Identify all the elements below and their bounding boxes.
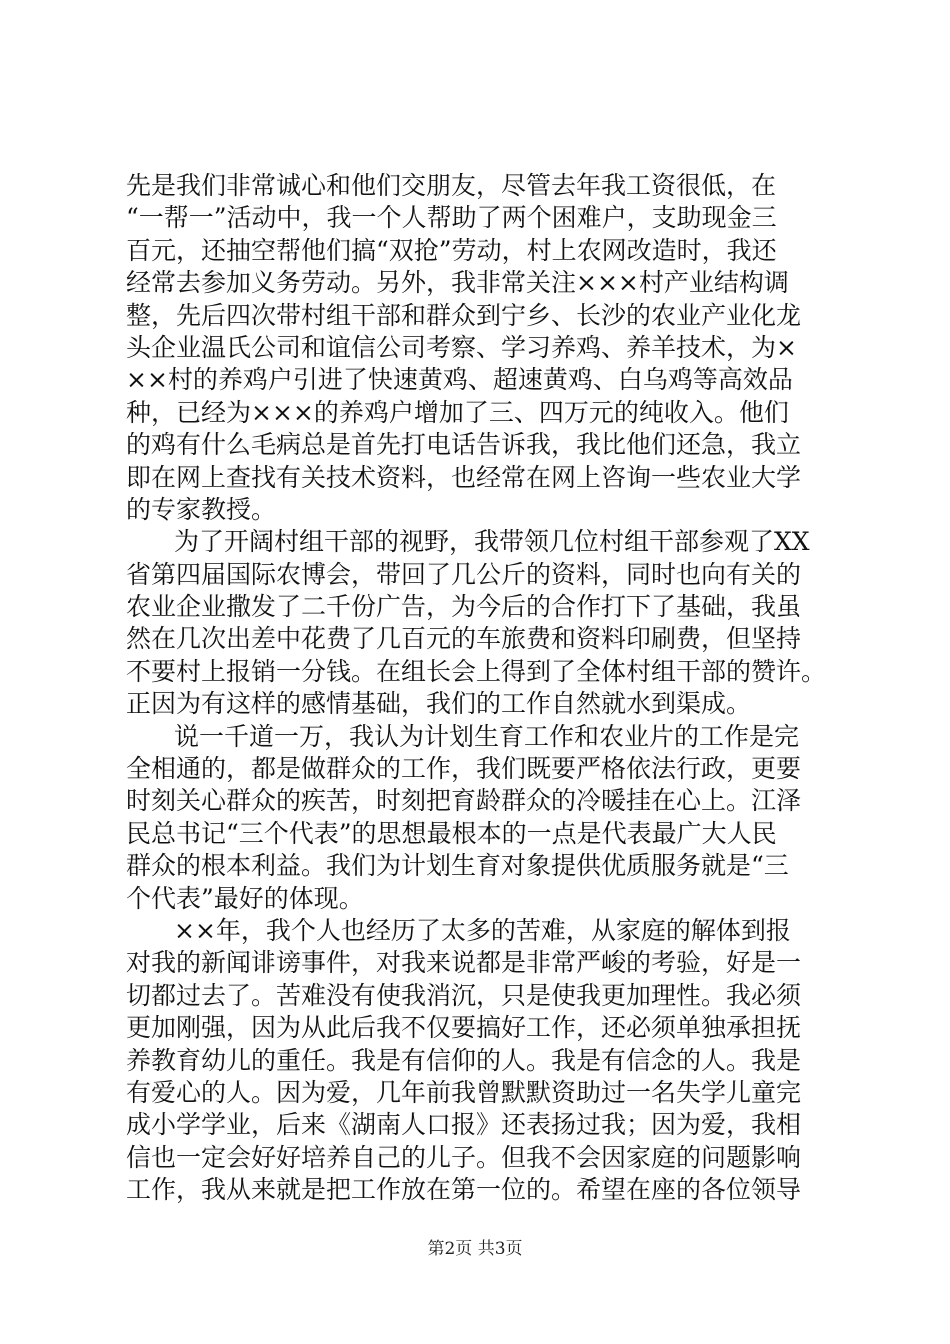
- text-line: 种，已经为×××的养鸡户增加了三、四万元的纯收入。他们: [126, 397, 789, 427]
- body-text: [126, 170, 856, 1207]
- text-line: 不要村上报销一分钱。在组长会上得到了全体村组干部的赞许。: [126, 656, 827, 686]
- text-line: 即在网上查找有关技术资料，也经常在网上咨询一些农业大学: [126, 462, 802, 492]
- text-line: 农业企业撒发了二千份广告，为今后的合作打下了基础，我虽: [126, 592, 802, 622]
- text-line: 百元，还抽空帮他们搞“双抢”劳动，村上农网改造时，我还: [126, 235, 777, 265]
- text-line: 然在几次出差中花费了几百元的车旅费和资料印刷费，但坚持: [126, 624, 802, 654]
- text-line: 的专家教授。: [126, 494, 277, 524]
- text-line: ××村的养鸡户引进了快速黄鸡、超速黄鸡、白乌鸡等高效品: [126, 365, 793, 395]
- text-line: 经常去参加义务劳动。另外，我非常关注×××村产业结构调: [126, 268, 789, 298]
- text-line: 切都过去了。苦难没有使我消沉，只是使我更加理性。我必须: [126, 980, 802, 1010]
- text-line: 的鸡有什么毛病总是首先打电话告诉我，我比他们还急，我立: [126, 430, 802, 460]
- text-line: 正因为有这样的感情基础，我们的工作自然就水到渠成。: [126, 689, 752, 719]
- page-footer: 第2页 共3页: [427, 1239, 523, 1259]
- text-line: 个代表”最好的体现。: [126, 883, 364, 913]
- text-line: 更加刚强，因为从此后我不仅要搞好工作，还必须单独承担抚: [126, 1013, 802, 1043]
- text-line: 信也一定会好好培养自己的儿子。但我不会因家庭的问题影响: [126, 1142, 802, 1172]
- text-line: 群众的根本利益。我们为计划生育对象提供优质服务就是“三: [126, 851, 789, 881]
- text-line: 全相通的，都是做群众的工作，我们既要严格依法行政，更要: [126, 754, 802, 784]
- text-line: 头企业温氏公司和谊信公司考察、学习养鸡、养羊技术，为×: [126, 332, 797, 362]
- text-line: 先是我们非常诚心和他们交朋友，尽管去年我工资很低，在: [126, 171, 777, 200]
- text-line: 成小学学业，后来《湖南人口报》还表扬过我；因为爱，我相: [126, 1110, 802, 1140]
- text-line: 民总书记“三个代表”的思想最根本的一点是代表最广大人民: [126, 818, 777, 848]
- text-line: 时刻关心群众的疾苦，时刻把育龄群众的冷暖挂在心上。江泽: [126, 786, 802, 816]
- paragraph-start-line: 为了开阔村组干部的视野，我带领几位村组干部参观了XX: [174, 527, 810, 557]
- paragraph-start-line: ××年，我个人也经历了太多的苦难，从家庭的解体到报: [174, 915, 791, 945]
- text-line: 整，先后四次带村组干部和群众到宁乡、长沙的农业产业化龙: [126, 300, 802, 330]
- paragraph-start-line: 说一千道一万，我认为计划生育工作和农业片的工作是完: [174, 721, 800, 751]
- text-line: 工作，我从来就是把工作放在第一位的。希望在座的各位领导: [126, 1175, 802, 1205]
- text-line: 省第四届国际农博会，带回了几公斤的资料，同时也向有关的: [126, 559, 802, 589]
- text-line: 对我的新闻诽谤事件，对我来说都是非常严峻的考验，好是一: [126, 948, 802, 978]
- text-line: “一帮一”活动中，我一个人帮助了两个困难户，支助现金三: [126, 203, 777, 233]
- text-line: 养教育幼儿的重任。我是有信仰的人。我是有信念的人。我是: [126, 1045, 802, 1075]
- text-line: 有爱心的人。因为爱，几年前我曾默默资助过一名失学儿童完: [126, 1077, 802, 1107]
